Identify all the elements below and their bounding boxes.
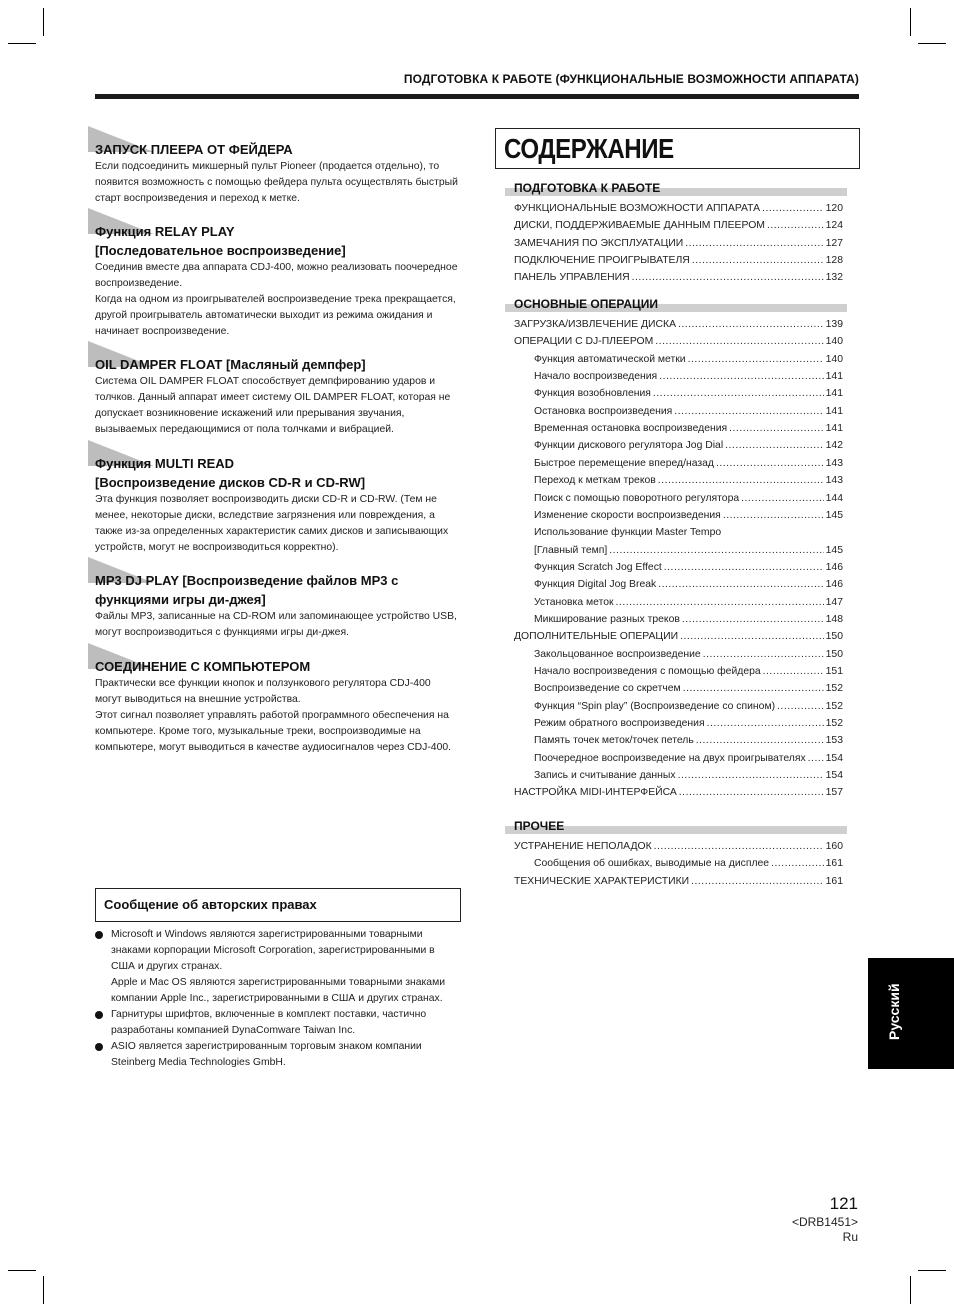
toc-entry-page: 146 — [825, 561, 843, 573]
toc-entry-page: 144 — [825, 492, 843, 504]
section-body: Этот сигнал позволяет управлять работой программного обеспечения на компьютере. Кроме того, музыкальные треки, воспроизводимые на компьютере, могут выводиться в качестве аудиосигналов через CDJ-400. — [95, 710, 452, 753]
toc-entry — [534, 507, 843, 524]
toc-entry-title: Быстрое перемещение вперед/назад — [534, 457, 714, 469]
section-title: СОЕДИНЕНИЕ С КОМПЬЮТЕРОМ — [95, 659, 311, 674]
toc-entry-title: ЗАГРУЗКА/ИЗВЛЕЧЕНИЕ ДИСКА — [514, 319, 676, 330]
toc-leader-dots — [609, 542, 823, 559]
section-mp3-dj-play — [88, 571, 460, 641]
toc-heading-label: ПРОЧЕЕ — [514, 819, 565, 833]
toc-entry — [534, 855, 843, 872]
toc-entry-page: 150 — [825, 631, 843, 643]
bullet-text: Apple и Mac OS являются зарегистрированными товарными знаками компании Apple Inc., зарегистрированными в США и других странах. — [111, 977, 446, 1004]
toc-leader-dots — [659, 368, 823, 385]
copyright-title: Сообщение об авторских правах — [104, 897, 317, 912]
copyright-bullet — [95, 1007, 459, 1039]
toc-entry-page: 151 — [825, 666, 843, 677]
toc-entry — [514, 217, 843, 234]
toc-entry-title: Функция “Spin play” (Воспроизведение со спином) — [534, 700, 776, 712]
toc-entry — [534, 490, 843, 507]
toc-entry-page: 154 — [825, 752, 843, 764]
toc-entry — [534, 455, 843, 472]
toc-entry-page: 152 — [825, 700, 843, 712]
toc-entry-title: ПАНЕЛЬ УПРАВЛЕНИЯ — [514, 272, 630, 284]
toc-section-heading — [505, 821, 847, 832]
section-body: Если подсоединить микшерный пульт Pioneer (продается отдельно), то появится возможность с помощью фейдера пульта осуществлять быстрый старт воспроизведения и переход к метке. — [95, 161, 458, 204]
toc-entry-page: 140 — [825, 336, 843, 348]
toc-entry-page: 146 — [825, 579, 843, 591]
toc-entry-page: 161 — [825, 858, 843, 870]
toc-leader-dots — [688, 351, 824, 368]
toc-entry — [514, 269, 843, 286]
doc-code — [792, 1215, 858, 1245]
copyright-bullet — [95, 1039, 459, 1071]
section-title: OIL DAMPER FLOAT [Масляный демпфер] — [95, 357, 366, 372]
toc-leader-dots — [682, 611, 824, 628]
bullet-text: Microsoft и Windows являются зарегистрированными товарными знаками корпорации Microsoft Corporation, зарегистрированными в США и других странах. — [111, 929, 435, 972]
toc-leader-dots — [692, 252, 824, 269]
toc-entry-page: 141 — [825, 371, 843, 383]
toc-leader-dots — [763, 663, 824, 680]
toc-entry-page: 152 — [825, 683, 843, 695]
section-multi-read — [88, 454, 460, 556]
toc-leader-dots — [655, 333, 823, 350]
toc-entry-page: 152 — [825, 718, 843, 730]
section-subtitle: [Последовательное воспроизведение] — [95, 243, 346, 258]
toc-entry — [514, 873, 843, 890]
language-tab-label: Русский — [886, 983, 902, 1040]
toc-entry-page: 154 — [825, 770, 843, 782]
toc-entry — [534, 403, 843, 420]
bullet-icon — [95, 931, 103, 939]
toc-entry-title: Память точек меток/точек петель — [534, 735, 694, 747]
doc-code-value: <DRB1451> — [791, 1215, 858, 1229]
toc-leader-dots — [777, 698, 824, 715]
toc-entry — [534, 368, 843, 385]
crop-mark — [918, 43, 946, 44]
toc-heading-label: ПОДГОТОВКА К РАБОТЕ — [514, 181, 661, 195]
toc-leader-dots — [707, 715, 824, 732]
toc-entry-title: Режим обратного воспроизведения — [534, 718, 705, 730]
toc-leader-dots — [741, 490, 824, 507]
bullet-icon — [95, 1011, 103, 1019]
toc-leader-dots — [632, 269, 824, 286]
toc-entry-title: Функция автоматической метки — [534, 353, 686, 365]
toc-entry — [534, 420, 843, 437]
section-body: Эта функция позволяет воспроизводить диски CD-R и CD-RW. (Тем не менее, некоторые диски, вследствие загрязнения или повреждения, а также из-за определенных характеристик самих дисков и записывающих устройств, могут не воспроизводиться корректно). — [95, 494, 449, 553]
toc-entry — [514, 333, 843, 350]
toc-entry-page: 145 — [825, 544, 843, 556]
toc-entry — [534, 698, 843, 715]
toc-leader-dots — [703, 646, 824, 663]
section-oil-damper — [88, 355, 460, 438]
section-title: Функция RELAY PLAY — [95, 224, 235, 239]
toc-entry — [534, 646, 843, 663]
toc-entry-title: [Главный темп] — [534, 544, 608, 556]
toc-section-heading — [505, 183, 847, 194]
toc-leader-dots — [725, 437, 824, 454]
toc-leader-dots — [771, 855, 824, 872]
section-title: MP3 DJ PLAY [Воспроизведение файлов MP3 с функциями игры ди-джея] — [95, 573, 399, 607]
toc-entry-title: Переход к меткам треков — [534, 475, 656, 487]
toc-entry-title: Функция Scratch Jog Effect — [534, 561, 662, 573]
toc-entry-title: Запись и считывание данных — [534, 770, 676, 782]
language-tab — [868, 958, 954, 1069]
toc-leader-dots — [654, 838, 824, 855]
toc-entry — [534, 559, 843, 576]
toc-entry-page: 128 — [825, 255, 843, 267]
toc-entry-title: Поиск с помощью поворотного регулятора — [534, 492, 740, 504]
toc-leader-dots — [729, 420, 824, 437]
toc-entry-title: Закольцованное воспроизведение — [534, 648, 701, 660]
toc-entry — [534, 437, 843, 454]
toc-entry-title: Функция Digital Jog Break — [534, 579, 657, 591]
toc-leader-dots — [716, 455, 824, 472]
toc-leader-dots — [680, 628, 824, 645]
toc-entry — [534, 524, 843, 541]
toc-entry — [534, 680, 843, 697]
section-relay-play — [88, 222, 460, 340]
toc-entry — [534, 351, 843, 368]
section-fader-start — [88, 140, 460, 207]
section-body: Файлы MP3, записанные на CD-ROM или запоминающее устройство USB, могут воспроизводиться с функциями игры ди-джея. — [95, 611, 457, 638]
toc-entry-page: 143 — [825, 457, 843, 469]
copyright-title-box — [95, 888, 461, 922]
bullet-text: Гарнитуры шрифтов, включенные в комплект поставки, частично разработаны компанией DynaComware Taiwan Inc. — [111, 1009, 427, 1036]
toc-entry-title: ТЕХНИЧЕСКИЕ ХАРАКТЕРИСТИКИ — [514, 875, 690, 887]
toc-entry — [534, 611, 843, 628]
toc-leader-dots — [683, 680, 824, 697]
toc-entry — [514, 316, 843, 333]
toc-entry — [514, 784, 843, 801]
crop-mark — [8, 43, 36, 44]
section-title: ЗАПУСК ПЛЕЕРА ОТ ФЕЙДЕРА — [95, 142, 293, 157]
toc-entry-title: Функции дискового регулятора Jog Dial — [534, 440, 724, 452]
toc-leader-dots — [808, 750, 824, 767]
toc-entry-page: 120 — [825, 203, 843, 214]
crop-mark — [910, 8, 911, 36]
crop-mark — [910, 1276, 911, 1304]
toc-entry — [514, 200, 843, 217]
section-body: Практически все функции кнопок и ползункового регулятора CDJ-400 могут выводиться на внешние устройства. — [95, 678, 431, 705]
section-title: Функция MULTI READ — [95, 456, 235, 471]
toc-entry-title: НАСТРОЙКА MIDI-ИНТЕРФЕЙСА — [514, 787, 677, 799]
crop-mark — [8, 1270, 36, 1271]
contents-title-box — [495, 128, 860, 169]
bullet-icon — [95, 1043, 103, 1051]
section-body: Когда на одном из проигрывателей воспроизведение трека прекращается, другой проигрыватель автоматически выходит из режима ожидания и начинает воспроизведение. — [95, 294, 456, 337]
toc-leader-dots — [762, 200, 824, 217]
toc-entry-title: УСТРАНЕНИЕ НЕПОЛАДОК — [514, 841, 652, 852]
toc-entry-title: Функция возобновления — [534, 388, 651, 400]
toc-entry-page: 150 — [825, 648, 843, 660]
crop-mark — [43, 1276, 44, 1304]
toc-entry — [534, 750, 843, 767]
toc-entry-page: 157 — [825, 787, 843, 799]
toc-leader-dots — [691, 873, 824, 890]
toc-leader-dots — [767, 217, 824, 234]
toc-leader-dots — [679, 784, 824, 801]
toc-entry-page: 140 — [825, 353, 843, 365]
toc-entry-page: 143 — [825, 475, 843, 487]
contents-title: СОДЕРЖАНИЕ — [504, 133, 674, 164]
doc-language: Ru — [842, 1230, 858, 1244]
toc-entry-title: Использование функции Master Tempo — [534, 527, 722, 539]
section-body: Система OIL DAMPER FLOAT способствует демпфированию ударов и толчков. Данный аппарат имеет систему OIL DAMPER FLOAT, которая не допускает возникновение искажений или прерывания звучания, вызываемых передающимися от пола толчками и вибрацией. — [95, 376, 451, 435]
toc-entry — [514, 838, 843, 855]
toc-entry — [514, 252, 843, 269]
toc-entry — [514, 235, 843, 252]
toc-leader-dots — [723, 507, 824, 524]
copyright-bullet — [95, 927, 459, 1007]
toc-entry-title: Сообщения об ошибках, выводимые на дисплее — [534, 858, 770, 870]
toc-entry — [534, 472, 843, 489]
toc-entry-title: ДОПОЛНИТЕЛЬНЫЕ ОПЕРАЦИИ — [514, 631, 679, 643]
toc-entry-page: 160 — [825, 841, 843, 852]
toc-leader-dots — [653, 385, 824, 402]
toc-entry-title: Микширование разных треков — [534, 613, 680, 625]
toc-entry-title: ДИСКИ, ПОДДЕРЖИВАЕМЫЕ ДАННЫМ ПЛЕЕРОМ — [514, 220, 765, 232]
toc-entry — [534, 385, 843, 402]
toc-entry-page: 145 — [825, 509, 843, 521]
toc-entry-title: Остановка воспроизведения — [534, 405, 673, 417]
toc-entry-title: Начало воспроизведения — [534, 371, 658, 383]
crop-mark — [918, 1270, 946, 1271]
toc-entry-title: ОПЕРАЦИИ С DJ-ПЛЕЕРОМ — [514, 336, 654, 348]
toc-leader-dots — [658, 472, 824, 489]
toc-section-heading — [505, 299, 847, 310]
toc-entry — [534, 715, 843, 732]
section-body: Соединив вместе два аппарата CDJ-400, можно реализовать поочередное воспроизведение. — [95, 262, 458, 289]
toc-entry-page: 142 — [825, 440, 843, 452]
page-number: 121 — [829, 1194, 858, 1213]
toc-entry — [514, 628, 843, 645]
toc-leader-dots — [678, 316, 824, 333]
toc-entry-page: 153 — [825, 735, 843, 747]
running-header: ПОДГОТОВКА К РАБОТЕ (ФУНКЦИОНАЛЬНЫЕ ВОЗМОЖНОСТИ АППАРАТА) — [403, 72, 859, 86]
toc-entry-title: Поочередное воспроизведение на двух проигрывателях — [534, 752, 806, 764]
bullet-text: ASIO является зарегистрированным торговым знаком компании Steinberg Media Technologies GmbH. — [111, 1041, 422, 1068]
section-subtitle: [Воспроизведение дисков CD-R и CD-RW] — [95, 475, 366, 490]
toc-entry-title: Воспроизведение со скретчем — [534, 683, 681, 695]
toc-entry-page: 147 — [825, 596, 843, 608]
toc-leader-dots — [616, 594, 824, 611]
toc-entry — [534, 732, 843, 749]
toc-entry-title: ПОДКЛЮЧЕНИЕ ПРОИГРЫВАТЕЛЯ — [514, 255, 690, 267]
toc-entry-title: Установка меток — [534, 596, 614, 608]
toc-entry-page: 132 — [825, 272, 843, 284]
toc-leader-dots — [696, 732, 824, 749]
toc-heading-label: ОСНОВНЫЕ ОПЕРАЦИИ — [514, 297, 659, 311]
section-pc-connection — [88, 657, 460, 756]
toc-entry-page: 124 — [825, 220, 843, 232]
toc-entry — [534, 576, 843, 593]
toc-leader-dots — [674, 403, 823, 420]
toc-entry-title: Временная остановка воспроизведения — [534, 423, 728, 435]
toc-leader-dots — [658, 576, 823, 593]
toc-entry-title: ФУНКЦИОНАЛЬНЫЕ ВОЗМОЖНОСТИ АППАРАТА — [514, 203, 761, 214]
toc-entry — [534, 767, 843, 784]
toc-entry-page: 161 — [825, 875, 843, 887]
toc-entry — [534, 663, 843, 680]
toc-entry-page: 141 — [825, 405, 843, 417]
toc-entry-page: 148 — [825, 613, 843, 625]
crop-mark — [43, 8, 44, 36]
toc-entry-page: 127 — [825, 237, 843, 249]
toc-entry-page: 139 — [825, 319, 843, 330]
header-rule — [95, 94, 859, 99]
toc-leader-dots — [685, 235, 823, 252]
toc-entry-page: 141 — [825, 423, 843, 435]
toc-leader-dots — [664, 559, 824, 576]
toc-entry — [534, 542, 843, 559]
toc-entry-page: 141 — [825, 388, 843, 400]
toc-entry-title: Начало воспроизведения с помощью фейдера — [534, 666, 761, 677]
toc-entry-title: Изменение скорости воспроизведения — [534, 509, 721, 521]
toc-entry-title: ЗАМЕЧАНИЯ ПО ЭКСПЛУАТАЦИИ — [514, 237, 684, 249]
toc-leader-dots — [678, 767, 824, 784]
toc-entry — [534, 594, 843, 611]
